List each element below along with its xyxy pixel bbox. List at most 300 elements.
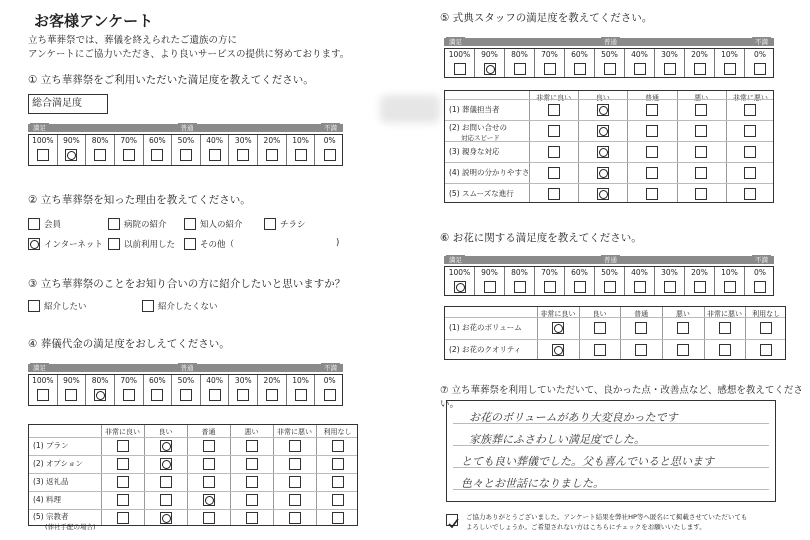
- option-label: 紹介したくない: [158, 302, 218, 312]
- column-header: 非常に悪い: [706, 310, 742, 318]
- rating-checkbox[interactable]: [117, 476, 129, 488]
- scale-cell: [315, 135, 344, 165]
- column-header: 悪い: [675, 310, 690, 318]
- circle-mark-icon: [205, 496, 214, 505]
- row-label: [449, 322, 522, 333]
- satisfaction-scale: [444, 48, 774, 78]
- rating-checkbox[interactable]: [246, 512, 258, 524]
- scale-percent-label: 20%: [691, 268, 708, 277]
- rating-checkbox[interactable]: [552, 322, 564, 334]
- column-divider: [230, 425, 231, 525]
- column-header: 良い: [592, 310, 607, 318]
- scale-percent-label: 70%: [541, 50, 558, 59]
- rating-checkbox[interactable]: [552, 344, 564, 356]
- column-divider: [704, 307, 705, 359]
- scale-percent-label: 50%: [177, 376, 195, 385]
- rating-checkbox[interactable]: [548, 104, 560, 116]
- row-label-sub: 対応スピード: [461, 134, 500, 142]
- row-divider: [445, 99, 773, 100]
- scale-cell: [258, 375, 287, 405]
- rating-checkbox[interactable]: [744, 146, 756, 158]
- scale-checkbox[interactable]: [484, 281, 496, 293]
- rating-checkbox[interactable]: [289, 512, 301, 524]
- column-header: 普通: [634, 310, 649, 318]
- scale-percent-label: 40%: [206, 376, 223, 385]
- rating-checkbox[interactable]: [646, 188, 658, 200]
- scale-percent-label: 80%: [91, 136, 109, 145]
- option-label: 紹介したい: [44, 302, 87, 312]
- rating-checkbox[interactable]: [246, 440, 258, 452]
- row-label-text: (5) スムーズな進行: [449, 188, 514, 198]
- row-divider: [29, 455, 357, 456]
- column-divider: [578, 91, 579, 202]
- scale-checkbox[interactable]: [694, 63, 706, 75]
- option-checkbox[interactable]: [264, 218, 276, 230]
- scale-cell: [29, 375, 58, 405]
- scale-cell: [258, 135, 287, 165]
- scale-checkbox[interactable]: [514, 63, 526, 75]
- scale-percent-label: 10%: [721, 50, 738, 59]
- scale-percent-label: 0%: [754, 50, 766, 59]
- rating-checkbox[interactable]: [695, 167, 707, 179]
- option-label: 以前利用した: [124, 240, 176, 250]
- scale-cell: [144, 375, 173, 405]
- scale-checkbox[interactable]: [604, 281, 616, 293]
- scale-cell: [475, 267, 505, 295]
- column-header: 非常に悪い: [277, 428, 312, 436]
- comment-line-1: お花のボリュームがあり大変良かったです: [469, 411, 678, 424]
- circle-mark-icon: [599, 148, 608, 157]
- column-divider: [316, 425, 317, 525]
- page-title: お客様アンケート: [34, 12, 154, 30]
- circle-mark-icon: [599, 190, 608, 199]
- scale-percent-label: 30%: [661, 268, 678, 277]
- scale-cell: [229, 375, 258, 405]
- scale-cell: [229, 135, 258, 165]
- scale-checkbox[interactable]: [724, 63, 736, 75]
- rating-checkbox[interactable]: [117, 440, 129, 452]
- q1-label: 総合満足度: [28, 94, 108, 114]
- rating-checkbox[interactable]: [597, 104, 609, 116]
- rating-checkbox[interactable]: [548, 125, 560, 137]
- rating-checkbox[interactable]: [635, 322, 647, 334]
- row-label: [33, 440, 69, 451]
- scale-cell: [505, 267, 535, 295]
- scale-percent-label: 80%: [511, 268, 528, 277]
- option-checkbox[interactable]: [142, 300, 154, 312]
- rating-checkbox[interactable]: [760, 322, 772, 334]
- row-label-text: (1) お花のボリューム: [449, 323, 522, 332]
- scale-dissatisfied-label: 不満: [752, 37, 771, 46]
- scale-normal-label: 普通: [601, 255, 620, 264]
- anonymous-consent-checkbox[interactable]: [446, 514, 458, 526]
- scale-cell: [595, 49, 625, 77]
- circle-mark-icon: [456, 283, 465, 292]
- row-label: [449, 122, 507, 142]
- option-label: 会員: [44, 220, 62, 230]
- scale-checkbox[interactable]: [694, 281, 706, 293]
- circle-mark-icon: [486, 65, 495, 74]
- scale-checkbox[interactable]: [123, 389, 135, 401]
- rating-checkbox[interactable]: [203, 494, 215, 506]
- rating-checkbox[interactable]: [646, 125, 658, 137]
- rating-table: [28, 424, 358, 531]
- rating-checkbox[interactable]: [677, 322, 689, 334]
- scale-checkbox[interactable]: [574, 63, 586, 75]
- scale-checkbox[interactable]: [65, 149, 77, 161]
- row-divider: [29, 509, 357, 510]
- scale-checkbox[interactable]: [514, 281, 526, 293]
- scale-cell: [475, 49, 505, 77]
- scale-cell: [201, 375, 230, 405]
- rating-checkbox[interactable]: [203, 512, 215, 524]
- scale-percent-label: 60%: [149, 136, 166, 145]
- row-divider: [445, 183, 773, 184]
- scale-checkbox[interactable]: [37, 149, 49, 161]
- rating-checkbox[interactable]: [695, 125, 707, 137]
- scale-checkbox[interactable]: [544, 281, 556, 293]
- scan-smudge: [380, 95, 440, 123]
- scale-cell: [655, 49, 685, 77]
- scale-checkbox[interactable]: [664, 63, 676, 75]
- q6-title: ⑥ お花に関する満足度を教えてください。: [440, 232, 642, 244]
- row-divider: [445, 120, 773, 121]
- scale-cell: [172, 135, 201, 165]
- scale-checkbox[interactable]: [295, 389, 307, 401]
- column-header: 利用なし: [323, 428, 352, 436]
- scale-cell: [86, 375, 115, 405]
- scale-percent-label: 0%: [754, 268, 766, 277]
- rating-checkbox[interactable]: [744, 104, 756, 116]
- scale-percent-label: 90%: [481, 268, 498, 277]
- rating-checkbox[interactable]: [594, 344, 606, 356]
- scale-cell: [201, 135, 230, 165]
- rating-checkbox[interactable]: [246, 458, 258, 470]
- scale-checkbox[interactable]: [37, 389, 49, 401]
- rating-checkbox[interactable]: [117, 512, 129, 524]
- row-divider: [445, 162, 773, 163]
- satisfaction-scale: [444, 266, 774, 296]
- row-label-text: (3) 返礼品: [33, 477, 69, 486]
- scale-checkbox[interactable]: [180, 149, 192, 161]
- rating-checkbox[interactable]: [760, 344, 772, 356]
- rating-checkbox[interactable]: [203, 458, 215, 470]
- circle-mark-icon: [554, 346, 563, 355]
- option-checkbox[interactable]: [108, 218, 120, 230]
- scale-percent-label: 100%: [32, 136, 54, 145]
- scale-cell: [86, 135, 115, 165]
- scale-gradient-bar: [444, 256, 774, 264]
- rating-checkbox[interactable]: [203, 440, 215, 452]
- rating-checkbox[interactable]: [246, 494, 258, 506]
- scale-cell: [535, 49, 565, 77]
- scale-percent-label: 50%: [601, 268, 618, 277]
- option-checkbox[interactable]: [28, 238, 40, 250]
- rating-checkbox[interactable]: [597, 167, 609, 179]
- circle-mark-icon: [162, 442, 171, 451]
- scale-checkbox[interactable]: [266, 149, 278, 161]
- scale-percent-label: 50%: [601, 50, 618, 59]
- row-label-text: (4) 料理: [33, 495, 62, 504]
- column-header: 悪い: [244, 428, 259, 436]
- rating-checkbox[interactable]: [160, 440, 172, 452]
- scale-checkbox[interactable]: [123, 149, 135, 161]
- scale-checkbox[interactable]: [324, 389, 336, 401]
- scale-satisfied-label: 満足: [446, 255, 465, 264]
- scale-percent-label: 100%: [32, 376, 54, 385]
- scale-checkbox[interactable]: [237, 149, 249, 161]
- scale-cell: [535, 267, 565, 295]
- circle-mark-icon: [96, 391, 105, 400]
- column-divider: [187, 425, 188, 525]
- circle-mark-icon: [599, 127, 608, 136]
- scale-checkbox[interactable]: [151, 389, 163, 401]
- scale-percent-label: 20%: [263, 376, 281, 385]
- scale-satisfied-label: 満足: [30, 363, 49, 372]
- row-divider: [29, 437, 357, 438]
- scale-cell: [565, 49, 595, 77]
- row-label: [33, 476, 69, 487]
- rating-checkbox[interactable]: [332, 512, 344, 524]
- rating-checkbox[interactable]: [548, 167, 560, 179]
- rating-checkbox[interactable]: [744, 167, 756, 179]
- column-header: 非常に良い: [540, 310, 576, 318]
- scale-checkbox[interactable]: [237, 389, 249, 401]
- scale-checkbox[interactable]: [94, 149, 106, 161]
- option-checkbox[interactable]: [184, 218, 196, 230]
- option-checkbox[interactable]: [28, 218, 40, 230]
- scale-checkbox[interactable]: [454, 281, 466, 293]
- row-divider: [29, 491, 357, 492]
- satisfaction-scale: [28, 374, 343, 406]
- row-label: [449, 188, 514, 199]
- rating-checkbox[interactable]: [719, 322, 731, 334]
- scale-cell: [745, 49, 775, 77]
- row-label: [33, 511, 96, 531]
- scale-percent-label: 90%: [63, 376, 80, 385]
- row-label: [449, 146, 500, 157]
- scale-percent-label: 90%: [481, 50, 498, 59]
- rating-checkbox[interactable]: [203, 476, 215, 488]
- scale-cell: [58, 375, 87, 405]
- footer-note: [466, 512, 747, 532]
- scale-checkbox[interactable]: [634, 63, 646, 75]
- close-paren: ): [336, 238, 340, 248]
- rating-checkbox[interactable]: [332, 494, 344, 506]
- scale-checkbox[interactable]: [604, 63, 616, 75]
- row-divider: [445, 141, 773, 142]
- scale-percent-label: 90%: [63, 136, 80, 145]
- rating-checkbox[interactable]: [332, 458, 344, 470]
- scale-percent-label: 40%: [631, 50, 648, 59]
- row-label: [33, 458, 83, 469]
- column-header: 普通: [201, 428, 216, 436]
- scale-checkbox[interactable]: [754, 281, 766, 293]
- scale-cell: [625, 49, 655, 77]
- scale-checkbox[interactable]: [151, 149, 163, 161]
- q1-title: ① 立ち華葬祭をご利用いただいた満足度を教えてください。: [28, 74, 314, 86]
- column-header: 良い: [595, 94, 610, 102]
- scale-percent-label: 30%: [234, 376, 252, 385]
- scale-percent-label: 20%: [263, 136, 281, 145]
- rating-checkbox[interactable]: [548, 188, 560, 200]
- option-label: チラシ: [280, 220, 306, 230]
- scale-checkbox[interactable]: [664, 281, 676, 293]
- scale-checkbox[interactable]: [65, 389, 77, 401]
- scale-checkbox[interactable]: [209, 389, 221, 401]
- q7-title: ⑦ 立ち華葬祭を利用していただいて、良かった点・改善点など、感想を教えてください。: [440, 385, 803, 410]
- row-label-text: (2) お問い合せの: [449, 123, 508, 132]
- circle-mark-icon: [30, 240, 39, 249]
- rating-checkbox[interactable]: [744, 188, 756, 200]
- rating-checkbox[interactable]: [744, 125, 756, 137]
- rating-checkbox[interactable]: [160, 512, 172, 524]
- row-label-sub: (葬社手配の場合): [45, 523, 96, 531]
- column-header: 普通: [644, 94, 659, 102]
- rating-checkbox[interactable]: [246, 476, 258, 488]
- row-divider: [29, 473, 357, 474]
- rating-checkbox[interactable]: [597, 188, 609, 200]
- scale-checkbox[interactable]: [180, 389, 192, 401]
- rating-checkbox[interactable]: [548, 146, 560, 158]
- rating-checkbox[interactable]: [332, 440, 344, 452]
- column-divider: [662, 307, 663, 359]
- scale-normal-label: 普通: [601, 37, 620, 46]
- rating-checkbox[interactable]: [646, 146, 658, 158]
- q5-title: ⑤ 式典スタッフの満足度を教えてください。: [440, 12, 653, 24]
- row-label-text: (1) 葬儀担当者: [449, 104, 500, 114]
- scale-percent-label: 40%: [206, 136, 223, 145]
- rating-checkbox[interactable]: [695, 188, 707, 200]
- scale-satisfied-label: 満足: [446, 37, 465, 46]
- scale-percent-label: 70%: [120, 376, 138, 385]
- scale-normal-label: 普通: [178, 123, 197, 132]
- scale-percent-label: 80%: [91, 376, 109, 385]
- q3-title: ③ 立ち華葬祭のことをお知り合いの方に紹介したいと思いますか？: [28, 278, 346, 290]
- scale-dissatisfied-label: 不満: [752, 255, 771, 264]
- rating-checkbox[interactable]: [677, 344, 689, 356]
- scale-cell: [115, 135, 144, 165]
- scale-checkbox[interactable]: [484, 63, 496, 75]
- row-label-text: (5) 宗教者: [33, 512, 69, 521]
- rating-checkbox[interactable]: [160, 476, 172, 488]
- comment-line-2: 家族葬にふさわしい満足度でした。: [469, 433, 645, 446]
- scale-cell: [287, 375, 316, 405]
- scale-checkbox[interactable]: [574, 281, 586, 293]
- row-label: [449, 167, 530, 178]
- scale-checkbox[interactable]: [724, 281, 736, 293]
- scale-cell: [715, 267, 745, 295]
- rating-checkbox[interactable]: [289, 476, 301, 488]
- scale-cell: [315, 375, 344, 405]
- option-checkbox[interactable]: [184, 238, 196, 250]
- scale-percent-label: 70%: [541, 268, 558, 277]
- rating-checkbox[interactable]: [160, 458, 172, 470]
- rating-checkbox[interactable]: [117, 494, 129, 506]
- scale-checkbox[interactable]: [266, 389, 278, 401]
- circle-mark-icon: [554, 324, 563, 333]
- rating-checkbox[interactable]: [289, 440, 301, 452]
- scale-cell: [505, 49, 535, 77]
- rating-checkbox[interactable]: [646, 104, 658, 116]
- scale-percent-label: 100%: [448, 268, 471, 277]
- scale-cell: [58, 135, 87, 165]
- rating-checkbox[interactable]: [117, 458, 129, 470]
- column-divider: [627, 91, 628, 202]
- rating-checkbox[interactable]: [289, 494, 301, 506]
- q7-comment-box[interactable]: [446, 400, 776, 502]
- scale-percent-label: 60%: [571, 50, 588, 59]
- rating-checkbox[interactable]: [160, 494, 172, 506]
- circle-mark-icon: [162, 514, 171, 523]
- q4-title: ④ 葬儀代金の満足度をおしえてください。: [28, 338, 230, 350]
- scale-cell: [29, 135, 58, 165]
- rating-checkbox[interactable]: [635, 344, 647, 356]
- scale-checkbox[interactable]: [754, 63, 766, 75]
- rating-checkbox[interactable]: [332, 476, 344, 488]
- option-checkbox[interactable]: [28, 300, 40, 312]
- circle-mark-icon: [67, 151, 76, 160]
- rating-checkbox[interactable]: [646, 167, 658, 179]
- scale-checkbox[interactable]: [209, 149, 221, 161]
- scale-cell: [685, 49, 715, 77]
- footer-line-2: よろしいでしょうか。ご希望されない方はこちらにチェックをお願いいたします。: [466, 523, 706, 531]
- scale-checkbox[interactable]: [94, 389, 106, 401]
- scale-cell: [287, 135, 316, 165]
- option-label: インターネット: [44, 240, 103, 250]
- footer-line-1: ご協力ありがとうございました。アンケート結果を弊社HP等へ匿名にて掲載させていただいても: [466, 513, 748, 521]
- scale-percent-label: 30%: [234, 136, 252, 145]
- check-icon: [447, 518, 459, 530]
- scale-gradient-bar: [28, 124, 343, 132]
- row-label: [33, 494, 61, 505]
- rating-checkbox[interactable]: [597, 146, 609, 158]
- scale-checkbox[interactable]: [295, 149, 307, 161]
- row-label-text: (1) プラン: [33, 441, 69, 450]
- scale-percent-label: 60%: [571, 268, 588, 277]
- column-divider: [620, 307, 621, 359]
- rating-checkbox[interactable]: [597, 125, 609, 137]
- rating-checkbox[interactable]: [594, 322, 606, 334]
- option-checkbox[interactable]: [108, 238, 120, 250]
- scale-checkbox[interactable]: [544, 63, 556, 75]
- row-label-text: (3) 親身な対応: [449, 146, 500, 156]
- column-header: 利用なし: [752, 310, 781, 318]
- scale-cell: [172, 375, 201, 405]
- rating-table: [444, 306, 786, 360]
- rating-checkbox[interactable]: [695, 146, 707, 158]
- scale-cell: [595, 267, 625, 295]
- scale-percent-label: 10%: [292, 136, 309, 145]
- scale-percent-label: 50%: [177, 136, 195, 145]
- circle-mark-icon: [162, 460, 171, 469]
- intro-line-1: 立ち華葬祭では、葬儀を終えられたご遺族の方に: [28, 35, 238, 46]
- scale-satisfied-label: 満足: [30, 123, 49, 132]
- scale-checkbox[interactable]: [634, 281, 646, 293]
- scale-dissatisfied-label: 不満: [321, 363, 340, 372]
- scale-percent-label: 70%: [120, 136, 138, 145]
- rating-checkbox[interactable]: [289, 458, 301, 470]
- column-header: 非常に悪い: [732, 94, 768, 102]
- scale-checkbox[interactable]: [454, 63, 466, 75]
- scale-cell: [565, 267, 595, 295]
- scale-checkbox[interactable]: [324, 149, 336, 161]
- rating-table: [444, 90, 774, 203]
- scale-percent-label: 80%: [511, 50, 528, 59]
- rating-checkbox[interactable]: [719, 344, 731, 356]
- comment-line-4: 色々とお世話になりました。: [461, 477, 604, 490]
- rating-checkbox[interactable]: [695, 104, 707, 116]
